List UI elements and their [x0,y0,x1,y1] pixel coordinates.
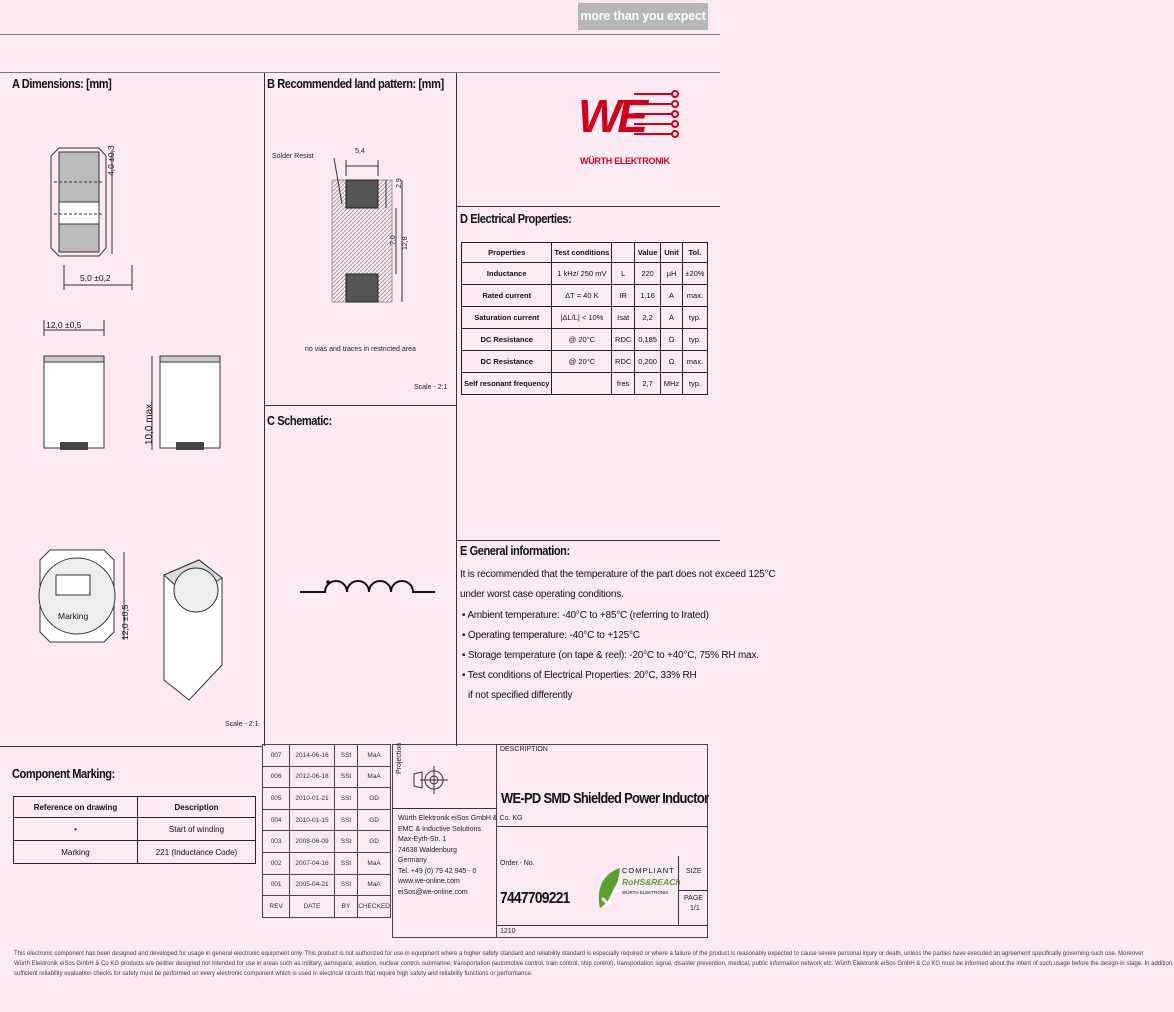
property-cell: DC Resistance [462,329,552,351]
dim-side-label: 4,0 ±0,3 [106,145,116,176]
general-bullet: • Operating temperature: -40°C to +125°C [462,630,640,641]
col-header: Properties [462,243,552,263]
property-cell: Inductance [462,263,552,285]
unit-cell: µH [661,263,683,285]
header-divider [0,34,720,35]
table-row: 003 2008-06-09 SSt GD [263,831,391,853]
condition-cell [552,373,612,395]
symbol-cell: L [612,263,635,285]
section-schematic-title: C Schematic: [267,413,332,428]
table-row: 005 2010-01-21 SSt GD [263,788,391,810]
value-cell: 2,2 [635,307,661,329]
frame-line [264,72,265,746]
revision-table [262,744,391,918]
page-label: PAGE [684,895,703,902]
unit-cell: Ω [661,329,683,351]
general-bullet: • Test conditions of Electrical Properties: 20°C, 33% RH [462,670,697,681]
ref-cell: Marking [14,841,138,864]
symbol-cell: Isat [612,307,635,329]
symbol-cell: fres [612,373,635,395]
rohs-badge: COMPLIANT RoHS&REACh WÜRTH ELEKTRONIK [594,860,674,912]
marking-header-row [14,797,256,818]
condition-cell: 1 kHz/ 250 mV [552,263,612,285]
side-view-outline [44,320,220,450]
unit-cell: MHz [661,373,683,395]
table-row: 002 2007-04-16 SSt MaA [263,852,391,874]
marking-label: Marking [58,611,89,621]
condition-cell: ΔT = 40 K [552,285,612,307]
order-code-label: Order.- No. [500,860,535,867]
symbol-cell: IR [612,285,635,307]
land-pattern-drawing [268,140,456,320]
description-label: DESCRIPTION [500,746,548,753]
tol-cell: max. [682,285,707,307]
order-code: 7447709221 [500,890,570,907]
table-row [462,263,708,285]
logo-text: WE [578,90,645,142]
general-bullet-tail: if not specified differently [468,690,573,701]
address-block: Würth Elektronik eiSos GmbH & Co. KG EMC & Inductive Solutions Max-Eyth-Str. 1 74638 Waldenburg Germany Tel. +49 (0) 79 42 945 - 0 www.we-online.com eiSos@we-online.com [398,815,523,896]
inductor-symbol [300,560,440,600]
section-electrical-title: D Electrical Properties: [460,211,572,226]
frame-line [456,72,457,746]
symbol-cell: RDC [612,329,635,351]
size-label: SIZE [686,868,702,875]
land-inner-label: 7,0 [390,235,397,245]
property-cell: Self resonant frequency [462,373,552,395]
value-cell: 2,7 [635,373,661,395]
table-row: 001 2005-04-21 SSt MaA [263,874,391,896]
col-header: Test conditions [552,243,612,263]
electrical-header-row [462,243,708,263]
value-cell: 220 [635,263,661,285]
col-header: Reference on drawing [14,797,138,818]
table-row [462,351,708,373]
disclaimer-line: Würth Elektronik eiSos GmbH & Co KG products are neither designed nor intended for use in areas such as military, aerospace, aviation, nuclear control, submarine, transportation (automotive control, train control, ship control), transportation signal, disaster prevention, medical, public information network etc. Würth Elektronik eiSos GmbH & Co KG must be informed about the intent of such usage before the design-in stage. In addition, [14,961,1174,967]
dim-side2-label: 12,0 ±0,5 [120,604,130,640]
disclaimer-line: sufficient reliability evaluation checks for safety must be performed on every electronic component which is used in electrical circuits that require high safety and reliability functions or performance. [14,971,533,977]
table-row: 007 2014-06-16 SSt MaA [263,745,391,767]
dim-height-label: 10,0 max. [144,401,155,445]
table-row: 006 2012-06-18 SSt MaA [263,766,391,788]
desc-cell: 221 (Inductance Code) [138,841,256,864]
frame-line [392,808,497,809]
general-intro: It is recommended that the temperature of the part does not exceed 125°C [460,569,776,580]
ref-cell: • [14,818,138,841]
revision-header-row: REV DATE BY CHECKED [263,896,391,918]
tol-cell: typ. [682,329,707,351]
general-bullet: • Ambient temperature: -40°C to +85°C (referring to Irated) [462,610,709,621]
general-intro-2: under worst case operating conditions. [460,589,624,600]
dimension-drawings [14,120,264,740]
table-row [462,285,708,307]
land-note: no vias and traces in restricted area [305,346,416,353]
frame-line [496,826,708,827]
symbol-cell: RDC [612,351,635,373]
property-cell: Rated current [462,285,552,307]
component-marking-table [13,796,256,864]
condition-cell: |ΔL/L| < 10% [552,307,612,329]
unit-cell: A [661,285,683,307]
page-value: 1/1 [690,905,700,912]
tol-cell: max. [682,351,707,373]
dim-width-label: 5,0 ±0,2 [80,273,111,283]
table-row [14,818,256,841]
condition-cell: @ 20°C [552,329,612,351]
frame-line [0,72,720,73]
dimensions-scale: Scale - 2:1 [225,721,259,728]
section-land-pattern-title: B Recommended land pattern: [mm] [267,76,444,91]
general-bullet: • Storage temperature (on tape & reel): -20°C to +40°C, 75% RH max. [462,650,759,661]
table-row [14,841,256,864]
frame-line [264,405,456,406]
dim-length-label: 12,0 ±0,5 [46,320,82,330]
unit-cell: Ω [661,351,683,373]
frame-line [496,925,708,926]
unit-cell: A [661,307,683,329]
top-view-outline [51,148,132,290]
marking-view-outline [39,550,222,700]
value-cell: 0,200 [635,351,661,373]
desc-cell: Start of winding [138,818,256,841]
value-cell: 0,185 [635,329,661,351]
condition-cell: @ 20°C [552,351,612,373]
frame-line [0,746,262,747]
solder-resist-label: Solder Resist [272,153,314,160]
land-width-label: 5,4 [355,148,365,155]
property-cell: DC Resistance [462,351,552,373]
col-header [612,243,635,263]
table-row [462,373,708,395]
projection-symbol-icon [412,762,448,798]
projection-label: Projection [396,742,403,774]
tol-cell: typ. [682,373,707,395]
table-row [462,307,708,329]
property-cell: Saturation current [462,307,552,329]
product-description: WE-PD SMD Shielded Power Inductor [501,790,709,807]
table-row: 004 2010-01-15 SSt GD [263,809,391,831]
size-value: 1210 [500,928,516,935]
col-header: Description [138,797,256,818]
frame-line [456,540,720,541]
value-cell: 1,16 [635,285,661,307]
tol-cell: typ. [682,307,707,329]
disclaimer-line: This electronic component has been designed and developed for usage in general electronic equipment only. This product is not authorized for use in equipment where a higher safety standard and reliability standard is especially required or where a failure of the product is reasonably expected to cause severe personal injury or death, unless the parties have executed an agreement specifically governing such use. Moreover [14,951,1144,957]
wurth-logo [578,84,684,156]
col-header: Tol. [682,243,707,263]
col-header: Value [635,243,661,263]
section-marking-title: Component Marking: [12,766,115,781]
tol-cell: ±20% [682,263,707,285]
land-scale: Scale - 2:1 [414,384,448,391]
land-pad-height-label: 2,9 [396,178,403,188]
table-row [462,329,708,351]
land-outer-label: 12,8 [402,236,409,250]
slogan-banner: more than you expect [578,3,708,30]
frame-line [456,206,720,207]
company-name: WÜRTH ELEKTRONIK [580,156,670,166]
section-dimensions-title: A Dimensions: [mm] [12,76,112,91]
frame-line [678,890,708,891]
electrical-properties-table [461,242,708,395]
col-header: Unit [661,243,683,263]
section-general-title: E General information: [460,543,570,558]
